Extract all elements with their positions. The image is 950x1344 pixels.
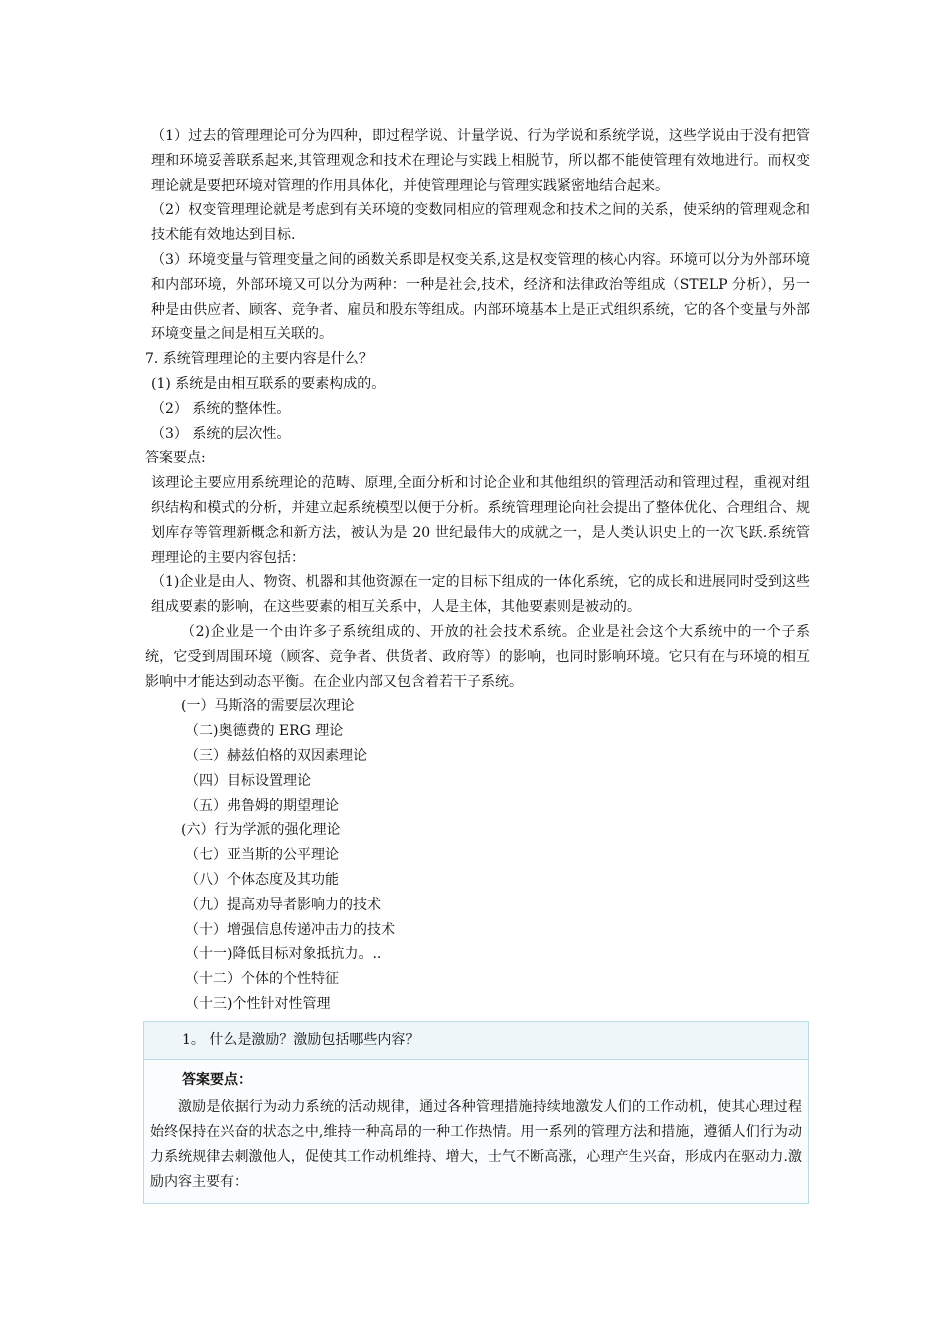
theory-item: (六）行为学派的强化理论 (181, 822, 341, 839)
theory-item: （四）目标设置理论 (185, 772, 311, 789)
theory-item: （三）赫兹伯格的双因素理论 (185, 747, 367, 764)
q7-item-2: （2） 系统的整体性。 (151, 400, 291, 417)
document-content (145, 124, 810, 1017)
theory-item: （十二）个体的个性特征 (185, 971, 339, 988)
q7-answer-paragraph-1: 该理论主要应用系统理论的范畴、原理,全面分析和讨论企业和其他组织的管理活动和管理过程，重视对组织结构和模式的分析，并建立起系统模型以便于分析。系统管理理论向社会提出了整体优化、合理组合、规划库存等管理新概念和新方法，被认为是 20 世纪最伟大的成就之一，是人类认识史上的一次飞跃.系统管理理论的主要内容包括： (151, 475, 810, 566)
q7-answer-paragraph-3: （2)企业是一个由许多子系统组成的、开放的社会技术系统。企业是社会这个大系统中的一个子系统，它受到周围环境（顾客、竞争者、供货者、政府等）的影响，也同时影响环境。它只有在与环境的相互影响中才能达到动态平衡。在企业内部又包含着若干子系统。 (145, 623, 810, 690)
q7-item-1: (1) 系统是由相互联系的要素构成的。 (151, 375, 386, 392)
question-box-body (144, 1060, 808, 1203)
question-box-header: 1。 什么是激励？激励包括哪些内容？ (144, 1022, 808, 1060)
paragraph-contingency-1: （1）过去的管理理论可分为四种，即过程学说、计量学说、行为学说和系统学说，这些学说由于没有把管理和环境妥善联系起来,其管理观念和技术在理论与实践上相脱节，所以都不能使管理有效地进行。而权变理论就是要把环境对管理的作用具体化，并使管理理论与管理实践紧密地结合起来。 (151, 128, 810, 194)
paragraph-contingency-2: （2）权变管理理论就是考虑到有关环境的变数同相应的管理观念和技术之间的关系，使采纳的管理观念和技术能有效地达到目标. (151, 202, 810, 244)
theory-item: （十一)降低目标对象抵抗力。.. (185, 946, 382, 963)
theory-item: （二)奥德费的 ERG 理论 (185, 723, 344, 740)
q7-item-3: （3） 系统的层次性。 (151, 425, 291, 442)
theory-item: (一）马斯洛的需要层次理论 (181, 698, 355, 715)
question-7-title: 7. 系统管理理论的主要内容是什么？ (145, 351, 373, 368)
q7-answer-label: 答案要点: (145, 450, 206, 467)
theory-item: （八）个体态度及其功能 (185, 871, 339, 888)
theory-item: （五）弗鲁姆的期望理论 (185, 797, 339, 814)
theory-item: （十）增强信息传递冲击力的技术 (185, 921, 395, 938)
paragraph-contingency-3: （3）环境变量与管理变量之间的函数关系即是权变关系,这是权变管理的核心内容。环境可以分为外部环境和内部环境，外部环境又可以分为两种：一种是社会,技术，经济和法律政治等组成（STELP 分析），另一种是由供应者、顾客、竞争者、雇员和股东等组成。内部环境基本上是正式组织系统，它的各个变量与外部环境变量之间是相互关联的。 (151, 251, 810, 343)
theory-item: （九）提高劝导者影响力的技术 (185, 896, 381, 913)
question-box-answer-text: 激励是依据行为动力系统的活动规律，通过各种管理措施持续地激发人们的工作动机，使其心理过程始终保持在兴奋的状态之中,维持一种高昂的一种工作热情。用一系列的管理方法和措施，遵循人们行为动力系统规律去刺激他人，促使其工作动机维持、增大，士气不断高涨，心理产生兴奋，形成内在驱动力.激励内容主要有： (150, 1098, 802, 1190)
question-box-answer-label: 答案要点： (182, 1072, 252, 1088)
question-box (143, 1021, 809, 1204)
theory-item: （七）亚当斯的公平理论 (185, 847, 339, 864)
theory-item: （十三)个性针对性管理 (185, 995, 331, 1012)
q7-answer-paragraph-2: （1)企业是由人、物资、机器和其他资源在一定的目标下组成的一体化系统，它的成长和进展同时受到这些组成要素的影响，在这些要素的相互关系中，人是主体，其他要素则是被动的。 (151, 574, 810, 616)
